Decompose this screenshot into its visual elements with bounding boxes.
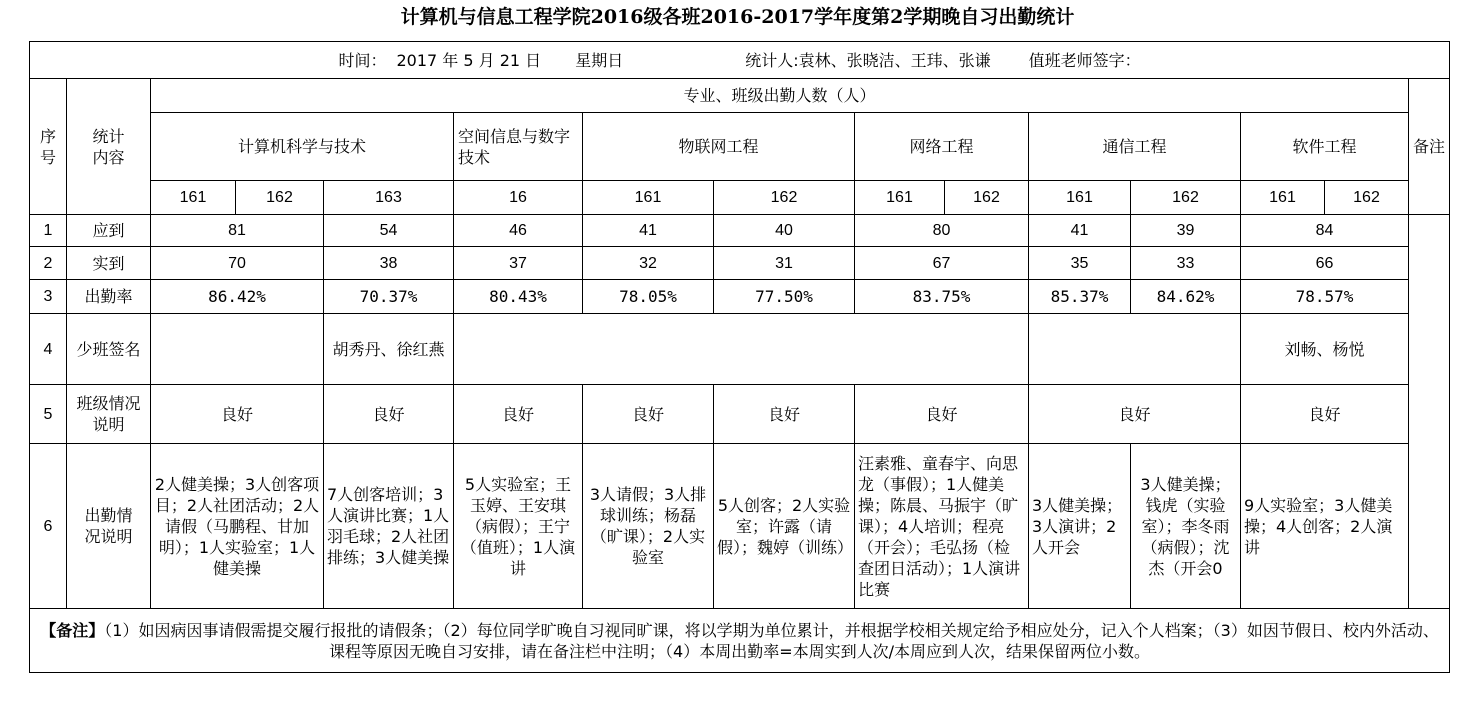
cell-value: 刘畅、杨悦	[1241, 314, 1409, 385]
cell-value: 41	[1029, 215, 1131, 247]
group-header: 专业、班级出勤人数（人）	[151, 79, 1409, 113]
row-label: 实到	[67, 247, 151, 280]
cell-value: 86.42%	[151, 280, 324, 314]
class-header: 161	[1029, 181, 1131, 215]
cell-value: 40	[714, 215, 855, 247]
major-spatial: 空间信息与数字技术	[454, 113, 583, 181]
table-row	[30, 314, 1450, 385]
row-number: 4	[30, 314, 67, 385]
cell-value: 77.50%	[714, 280, 855, 314]
class-header: 162	[1325, 181, 1409, 215]
table-row	[30, 247, 1450, 280]
cell-value	[151, 314, 324, 385]
cell-value: 80	[855, 215, 1029, 247]
class-header: 16	[454, 181, 583, 215]
header-row-majors	[30, 113, 1450, 181]
remark-header: 备注	[1409, 79, 1450, 215]
major-network: 网络工程	[855, 113, 1029, 181]
cell-value: 3人请假；3人排球训练；杨磊（旷课）；2人实验室	[583, 444, 714, 609]
row-label: 出勤情况说明	[67, 444, 151, 609]
cell-value: 85.37%	[1029, 280, 1131, 314]
class-header: 162	[714, 181, 855, 215]
row-number: 6	[30, 444, 67, 609]
row-label: 少班签名	[67, 314, 151, 385]
cell-value: 81	[151, 215, 324, 247]
table-row	[30, 280, 1450, 314]
class-header: 162	[945, 181, 1029, 215]
class-header: 161	[855, 181, 945, 215]
cell-value: 78.57%	[1241, 280, 1409, 314]
class-header: 161	[583, 181, 714, 215]
class-header: 163	[324, 181, 454, 215]
cell-value: 80.43%	[454, 280, 583, 314]
note-label: 【备注】	[40, 620, 105, 640]
cell-value: 83.75%	[855, 280, 1029, 314]
stats-people: 统计人:袁林、张晓洁、王玮、张谦	[745, 50, 991, 70]
seq-header: 序号	[30, 79, 67, 215]
content-header: 统计内容	[67, 79, 151, 215]
cell-value: 良好	[324, 385, 454, 444]
cell-value: 54	[324, 215, 454, 247]
cell-value: 33	[1131, 247, 1241, 280]
cell-value: 3人健美操；3人演讲；2人开会	[1029, 444, 1131, 609]
header-row-1	[30, 79, 1450, 113]
cell-value: 5人创客；2人实验室；许露（请假）；魏婷（训练）	[714, 444, 855, 609]
row-number: 2	[30, 247, 67, 280]
cell-value: 84.62%	[1131, 280, 1241, 314]
cell-value	[454, 314, 1029, 385]
cell-value: 3人健美操；钱虎（实验室）；李冬雨（病假）；沈杰（开会0	[1131, 444, 1241, 609]
cell-value: 31	[714, 247, 855, 280]
cell-value: 2人健美操；3人创客项目；2人社团活动；2人请假（马鹏程、甘加明）；1人实验室；1人健美操	[151, 444, 324, 609]
cell-value: 良好	[454, 385, 583, 444]
table-row	[30, 215, 1450, 247]
cell-value: 41	[583, 215, 714, 247]
cell-value: 70	[151, 247, 324, 280]
remark-cell	[1409, 215, 1450, 609]
note-text: （1）如因病因事请假需提交履行报批的请假条；（2）每位同学旷晚自习视同旷课，将以学期为单位累计，并根据学校相关规定给予相应处分，记入个人档案；（3）如因节假日、校内外活动、课程等原因无晚自习安排，请在备注栏中注明；（4）本周出勤率=本周实到人次/本周应到人次，结果保留两位小数。	[104, 620, 1439, 661]
table-row	[30, 444, 1450, 609]
cell-value: 39	[1131, 215, 1241, 247]
cell-value: 良好	[1241, 385, 1409, 444]
row-label: 应到	[67, 215, 151, 247]
class-header: 162	[236, 181, 324, 215]
row-number: 5	[30, 385, 67, 444]
cell-value: 78.05%	[583, 280, 714, 314]
cell-value: 32	[583, 247, 714, 280]
weekday-value: 星期日	[575, 50, 624, 70]
page-title: 计算机与信息工程学院2016级各班2016-2017学年度第2学期晚自习出勤统计	[400, 6, 1075, 28]
cell-value: 良好	[855, 385, 1029, 444]
cell-value: 67	[855, 247, 1029, 280]
major-software: 软件工程	[1241, 113, 1409, 181]
cell-value: 5人实验室；王玉婷、王安琪（病假）；王宁（值班）；1人演讲	[454, 444, 583, 609]
teacher-signature-label: 值班老师签字：	[1028, 50, 1141, 70]
cell-value: 良好	[151, 385, 324, 444]
note-row	[30, 609, 1450, 673]
row-label: 出勤率	[67, 280, 151, 314]
cell-value: 70.37%	[324, 280, 454, 314]
class-header: 162	[1131, 181, 1241, 215]
cell-value: 66	[1241, 247, 1409, 280]
class-header: 161	[1241, 181, 1325, 215]
row-number: 1	[30, 215, 67, 247]
cell-value: 37	[454, 247, 583, 280]
major-cs: 计算机科学与技术	[151, 113, 454, 181]
major-iot: 物联网工程	[583, 113, 855, 181]
cell-value: 汪素雅、童春宇、向思龙（事假）；1人健美操；陈晨、马振宇（旷课）；4人培训；程亮（开会）；毛弘扬（检查团日活动）；1人演讲比赛	[855, 444, 1029, 609]
cell-value: 7人创客培训；3人演讲比赛；1人羽毛球；2人社团排练；3人健美操	[324, 444, 454, 609]
major-comm: 通信工程	[1029, 113, 1241, 181]
row-number: 3	[30, 280, 67, 314]
cell-value: 35	[1029, 247, 1131, 280]
cell-value: 9人实验室；3人健美操；4人创客；2人演讲	[1241, 444, 1409, 609]
row-label: 班级情况说明	[67, 385, 151, 444]
info-row	[30, 42, 1450, 79]
cell-value	[1029, 314, 1241, 385]
attendance-table	[29, 41, 1450, 673]
header-row-classes	[30, 181, 1450, 215]
cell-value: 38	[324, 247, 454, 280]
cell-value: 良好	[1029, 385, 1241, 444]
date-value: 2017 年 5 月 21 日	[396, 50, 542, 70]
info-bar	[30, 42, 1450, 79]
cell-value: 良好	[583, 385, 714, 444]
cell-value: 84	[1241, 215, 1409, 247]
table-row	[30, 385, 1450, 444]
class-header: 161	[151, 181, 236, 215]
note-cell	[30, 609, 1450, 673]
cell-value: 良好	[714, 385, 855, 444]
cell-value: 46	[454, 215, 583, 247]
time-label: 时间：	[338, 50, 387, 70]
cell-value: 胡秀丹、徐红燕	[324, 314, 454, 385]
